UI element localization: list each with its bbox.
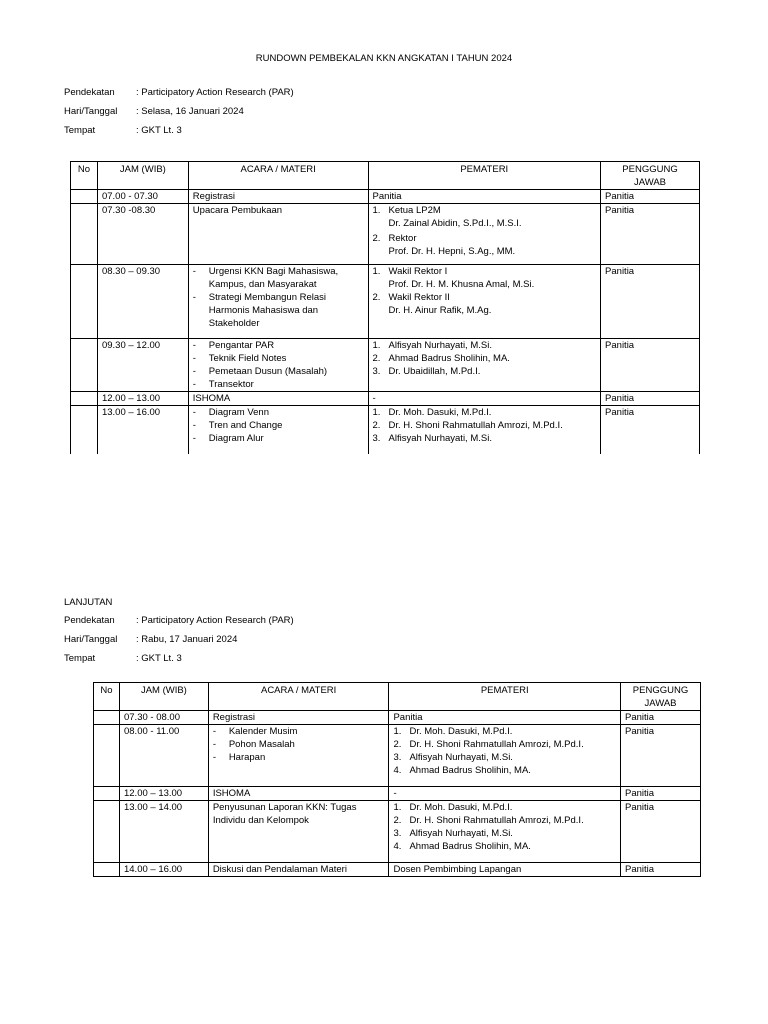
cell-jam: 14.00 – 16.00 [119, 863, 208, 877]
cell-jam: 08.30 – 09.30 [97, 265, 188, 339]
list-item: 2. Rektor Prof. Dr. H. Hepni, S.Ag., MM. [372, 233, 516, 257]
table-row [71, 204, 700, 265]
table-header-row [94, 683, 701, 711]
hari-value: : Rabu, 17 Januari 2024 [136, 634, 238, 645]
cell-jam: 07.30 -08.30 [97, 204, 188, 265]
list-item: - Tren and Change [193, 419, 364, 432]
cell-acara [208, 725, 389, 787]
list-item: 2. Ahmad Badrus Sholihin, MA. [372, 353, 510, 364]
table-row [71, 190, 700, 204]
cell-pemateri [368, 204, 601, 265]
cell-no [94, 787, 120, 801]
list-item: 2. Wakil Rektor II Dr. H. Ainur Rafik, M.Ag. [372, 292, 492, 316]
list-item: - Pengantar PAR [193, 339, 364, 352]
cell-no [94, 863, 120, 877]
cell-pj: Panitia [621, 863, 701, 877]
list-item: 1. Dr. Moh. Dasuki, M.Pd.I. [393, 726, 513, 737]
day2-schedule-table [93, 682, 701, 877]
day1-tempat [64, 125, 182, 136]
list-item: 1. Wakil Rektor I Prof. Dr. H. M. Khusna Amal, M.Si. [372, 266, 535, 290]
cell-pemateri: Panitia [368, 190, 601, 204]
cell-no [94, 711, 120, 725]
cell-pemateri: - [368, 392, 601, 406]
cell-pemateri: Dosen Pembimbing Lapangan [389, 863, 621, 877]
day1-schedule-table [70, 161, 700, 454]
document-title: RUNDOWN PEMBEKALAN KKN ANGKATAN I TAHUN 2024 [255, 53, 513, 64]
list-item: 2. Dr. H. Shoni Rahmatullah Amrozi, M.Pd.I. [393, 739, 584, 750]
cell-jam: 13.00 – 16.00 [97, 406, 188, 454]
acara-list [213, 725, 385, 764]
cell-acara: Diskusi dan Pendalaman Materi [208, 863, 389, 877]
col-header-acara: ACARA / MATERI [208, 683, 389, 711]
col-header-pj: PENGGUNG JAWAB [621, 683, 701, 711]
list-item: 4. Ahmad Badrus Sholihin, MA. [393, 841, 531, 852]
cell-acara [188, 406, 368, 454]
list-item: 3. Alfisyah Nurhayati, M.Si. [393, 752, 513, 763]
day2-pendekatan [64, 615, 294, 626]
day1-hari [64, 106, 244, 117]
cell-pemateri [368, 265, 601, 339]
table-row [71, 265, 700, 339]
table-row [71, 392, 700, 406]
cell-pj: Panitia [601, 204, 700, 265]
list-item: 3. Alfisyah Nurhayati, M.Si. [372, 433, 492, 444]
list-item: - Transektor [193, 378, 364, 391]
acara-list [193, 265, 364, 330]
cell-no [94, 801, 120, 863]
col-header-jam: JAM (WIB) [119, 683, 208, 711]
tempat-value: : GKT Lt. 3 [136, 653, 182, 664]
cell-pj: Panitia [601, 265, 700, 339]
table-row [94, 787, 701, 801]
list-item: - Pohon Masalah [213, 738, 385, 751]
col-header-jam: JAM (WIB) [97, 162, 188, 190]
cell-no [71, 190, 98, 204]
lanjutan-heading: LANJUTAN [64, 597, 113, 608]
list-item: - Pemetaan Dusun (Masalah) [193, 365, 364, 378]
cell-jam: 12.00 – 13.00 [97, 392, 188, 406]
cell-acara: ISHOMA [208, 787, 389, 801]
list-item: 1. Dr. Moh. Dasuki, M.Pd.I. [372, 407, 492, 418]
tempat-value: : GKT Lt. 3 [136, 125, 182, 136]
cell-pj: Panitia [601, 392, 700, 406]
cell-pj: Panitia [601, 190, 700, 204]
col-header-pemateri: PEMATERI [368, 162, 601, 190]
pemateri-list [393, 801, 616, 853]
list-item: 4. Ahmad Badrus Sholihin, MA. [393, 765, 531, 776]
table-row [94, 725, 701, 787]
pendekatan-label: Pendekatan [64, 615, 115, 626]
pendekatan-label: Pendekatan [64, 87, 115, 98]
cell-no [71, 204, 98, 265]
col-header-acara: ACARA / MATERI [188, 162, 368, 190]
list-item: - Teknik Field Notes [193, 352, 364, 365]
col-header-pemateri: PEMATERI [389, 683, 621, 711]
cell-acara: Upacara Pembukaan [188, 204, 368, 265]
cell-acara: Penyusunan Laporan KKN: Tugas Individu dan Kelompok [208, 801, 389, 863]
list-item: 1. Alfisyah Nurhayati, M.Si. [372, 340, 492, 351]
pendekatan-value: : Participatory Action Research (PAR) [136, 615, 294, 626]
cell-pj: Panitia [601, 339, 700, 392]
table-row [94, 863, 701, 877]
cell-jam: 08.00 - 11.00 [119, 725, 208, 787]
cell-jam: 07.30 - 08.00 [119, 711, 208, 725]
list-item: 1. Ketua LP2M Dr. Zainal Abidin, S.Pd.I., M.S.I. [372, 205, 522, 229]
table-row [71, 406, 700, 454]
col-header-no: No [71, 162, 98, 190]
list-item: - Harapan [213, 751, 385, 764]
tempat-label: Tempat [64, 125, 96, 136]
acara-list [193, 339, 364, 391]
table-row [71, 339, 700, 392]
col-header-no: No [94, 683, 120, 711]
hari-label: Hari/Tanggal [64, 106, 118, 117]
list-item: 3. Dr. Ubaidillah, M.Pd.I. [372, 366, 481, 377]
day2-tempat [64, 653, 182, 664]
acara-list [193, 406, 364, 445]
cell-jam: 07.00 - 07.30 [97, 190, 188, 204]
list-item: - Urgensi KKN Bagi Mahasiswa, Kampus, dan Masyarakat [193, 265, 364, 291]
list-item: - Strategi Membangun Relasi Harmonis Mahasiswa dan Stakeholder [193, 291, 364, 330]
cell-acara: ISHOMA [188, 392, 368, 406]
pemateri-list [393, 725, 616, 777]
table-row [94, 801, 701, 863]
cell-pemateri: Panitia [389, 711, 621, 725]
cell-pj: Panitia [621, 725, 701, 787]
list-item: - Diagram Venn [193, 406, 364, 419]
hari-label: Hari/Tanggal [64, 634, 118, 645]
list-item: 3. Alfisyah Nurhayati, M.Si. [393, 828, 513, 839]
cell-no [71, 339, 98, 392]
pemateri-list [373, 339, 597, 378]
pemateri-list [373, 265, 597, 317]
cell-pemateri [368, 406, 601, 454]
cell-pj: Panitia [621, 711, 701, 725]
table-row [94, 711, 701, 725]
cell-acara [188, 339, 368, 392]
list-item: 2. Dr. H. Shoni Rahmatullah Amrozi, M.Pd.I. [372, 420, 563, 431]
day2-hari [64, 634, 237, 645]
day1-pendekatan [64, 87, 294, 98]
pemateri-list [373, 204, 597, 258]
pemateri-list [373, 406, 597, 445]
cell-jam: 12.00 – 13.00 [119, 787, 208, 801]
cell-pemateri [368, 339, 601, 392]
cell-pj: Panitia [621, 801, 701, 863]
cell-no [71, 406, 98, 454]
tempat-label: Tempat [64, 653, 96, 664]
cell-acara: Registrasi [188, 190, 368, 204]
cell-pj: Panitia [601, 406, 700, 454]
cell-acara [188, 265, 368, 339]
cell-jam: 13.00 – 14.00 [119, 801, 208, 863]
col-header-pj: PENGGUNG JAWAB [601, 162, 700, 190]
cell-pemateri: - [389, 787, 621, 801]
cell-no [94, 725, 120, 787]
cell-no [71, 392, 98, 406]
list-item: - Diagram Alur [193, 432, 364, 445]
cell-no [71, 265, 98, 339]
cell-pemateri [389, 725, 621, 787]
cell-pj: Panitia [621, 787, 701, 801]
hari-value: : Selasa, 16 Januari 2024 [136, 106, 244, 117]
list-item: 2. Dr. H. Shoni Rahmatullah Amrozi, M.Pd.I. [393, 815, 584, 826]
cell-jam: 09.30 – 12.00 [97, 339, 188, 392]
cell-pemateri [389, 801, 621, 863]
cell-acara: Registrasi [208, 711, 389, 725]
table-header-row [71, 162, 700, 190]
list-item: - Kalender Musim [213, 725, 385, 738]
pendekatan-value: : Participatory Action Research (PAR) [136, 87, 294, 98]
list-item: 1. Dr. Moh. Dasuki, M.Pd.I. [393, 802, 513, 813]
